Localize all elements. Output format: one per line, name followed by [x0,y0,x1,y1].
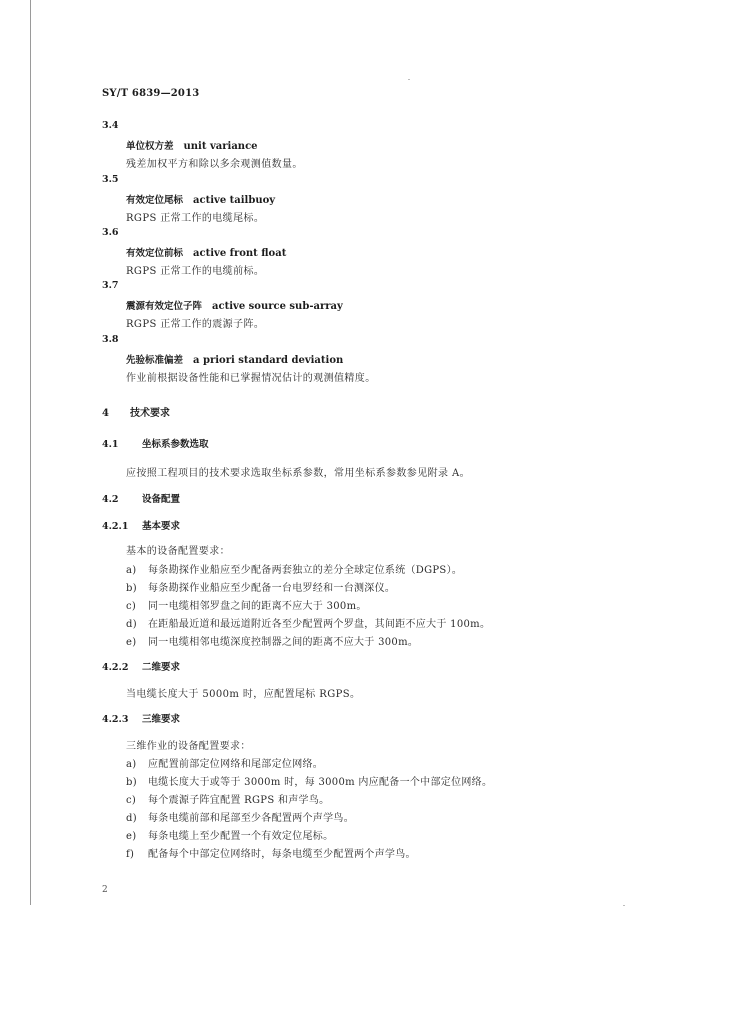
list-item-text: 每条电缆前部和尾部至少各配置两个声学鸟。 [148,813,354,824]
subsection-heading [102,711,180,725]
term-english: unit variance [183,141,258,152]
subsection-heading [102,491,180,505]
subsection-heading [102,518,180,532]
term-chinese: 震源有效定位子阵 [126,301,203,312]
list-marker: c) [126,795,137,806]
subsection-number: 4.1 [102,439,119,450]
list-item-text: 在距船最近道和最远道附近各至少配置两个罗盘，其间距不应大于 100m。 [148,619,491,630]
list-item [126,633,418,648]
page-number: 2 [102,885,108,895]
subsection-heading [102,436,209,450]
subsection-title: 三维要求 [142,714,181,725]
list-marker: d) [126,619,137,630]
list-item [126,755,323,770]
section-number: 4 [102,408,109,419]
term-number: 3.7 [102,280,119,291]
list-item-text: 每个震源子阵宜配置 RGPS 和声学鸟。 [148,795,330,806]
term-english: a priori standard deviation [193,355,344,366]
list-item-text: 每条勘探作业船应至少配备一台电罗经和一台测深仪。 [148,583,396,594]
list-item-text: 电缆长度大于或等于 3000m 时，每 3000m 内应配备一个中部定位网络。 [148,777,493,788]
list-marker: c) [126,601,137,612]
list-item [126,827,333,842]
term-chinese: 有效定位尾标 [126,195,184,206]
list-marker: b) [126,777,137,788]
list-marker: f) [126,849,135,860]
list-item-text: 同一电缆相邻电缆深度控制器之间的距离不应大于 300m。 [148,637,419,648]
list-item [126,615,490,630]
list-item-text: 同一电缆相邻罗盘之间的距离不应大于 300m。 [148,601,367,612]
scan-speck [408,79,410,80]
paragraph: 三维作业的设备配置要求： [126,741,251,752]
list-item-text: 配备每个中部定位网络时，每条电缆至少配置两个声学鸟。 [148,849,416,860]
list-item [126,773,492,788]
term-chinese: 单位权方差 [126,141,174,152]
term-chinese: 有效定位前标 [126,248,184,259]
list-marker: a) [126,565,137,576]
scan-speck [623,905,625,906]
term-english: active source sub-array [212,301,343,312]
term-definition: RGPS 正常工作的电缆尾标。 [126,213,265,224]
term-english: active tailbuoy [193,195,276,206]
term-definition: 残差加权平方和除以多余观测值数量。 [126,159,303,170]
subsection-heading [102,659,180,673]
list-marker: d) [126,813,137,824]
list-marker: b) [126,583,137,594]
term-number: 3.4 [102,120,119,131]
list-item [126,579,395,594]
term-number: 3.8 [102,334,119,345]
subsection-title: 基本要求 [142,521,181,532]
term-english: active front float [193,248,287,259]
term-definition: RGPS 正常工作的电缆前标。 [126,266,265,277]
term-number: 3.5 [102,174,119,185]
subsection-number: 4.2.2 [102,662,129,673]
list-marker: e) [126,831,137,842]
term-definition: 作业前根据设备性能和已掌握情况估计的观测值精度。 [126,373,376,384]
term-definition: RGPS 正常工作的震源子阵。 [126,319,265,330]
term-heading [126,138,258,152]
term-chinese: 先验标准偏差 [126,355,184,366]
scan-edge-line [30,0,31,905]
section-title: 技术要求 [130,408,170,419]
term-heading [126,245,286,259]
list-item [126,845,416,860]
list-item [126,809,354,824]
paragraph: 基本的设备配置要求： [126,546,230,557]
subsection-title: 设备配置 [142,494,181,505]
list-item-text: 每条电缆上至少配置一个有效定位尾标。 [148,831,334,842]
subsection-number: 4.2.3 [102,714,129,725]
term-number: 3.6 [102,227,119,238]
list-marker: e) [126,637,137,648]
subsection-title: 二维要求 [142,662,181,673]
subsection-number: 4.2 [102,494,119,505]
list-item [126,561,462,576]
section-heading [102,404,170,419]
list-marker: a) [126,759,137,770]
paragraph: 当电缆长度大于 5000m 时，应配置尾标 RGPS。 [126,689,361,700]
list-item-text: 每条勘探作业船应至少配备两套独立的差分全球定位系统（DGPS）。 [148,565,463,576]
term-heading [126,352,343,366]
list-item [126,791,329,806]
subsection-title: 坐标系参数选取 [142,439,209,450]
paragraph: 应按照工程项目的技术要求选取坐标系参数，常用坐标系参数参见附录 A。 [126,468,470,479]
term-heading [126,192,275,206]
list-item-text: 应配置前部定位网络和尾部定位网络。 [148,759,324,770]
subsection-number: 4.2.1 [102,521,129,532]
list-item [126,597,367,612]
running-header: SY/T 6839—2013 [102,88,200,99]
term-heading [126,298,343,312]
